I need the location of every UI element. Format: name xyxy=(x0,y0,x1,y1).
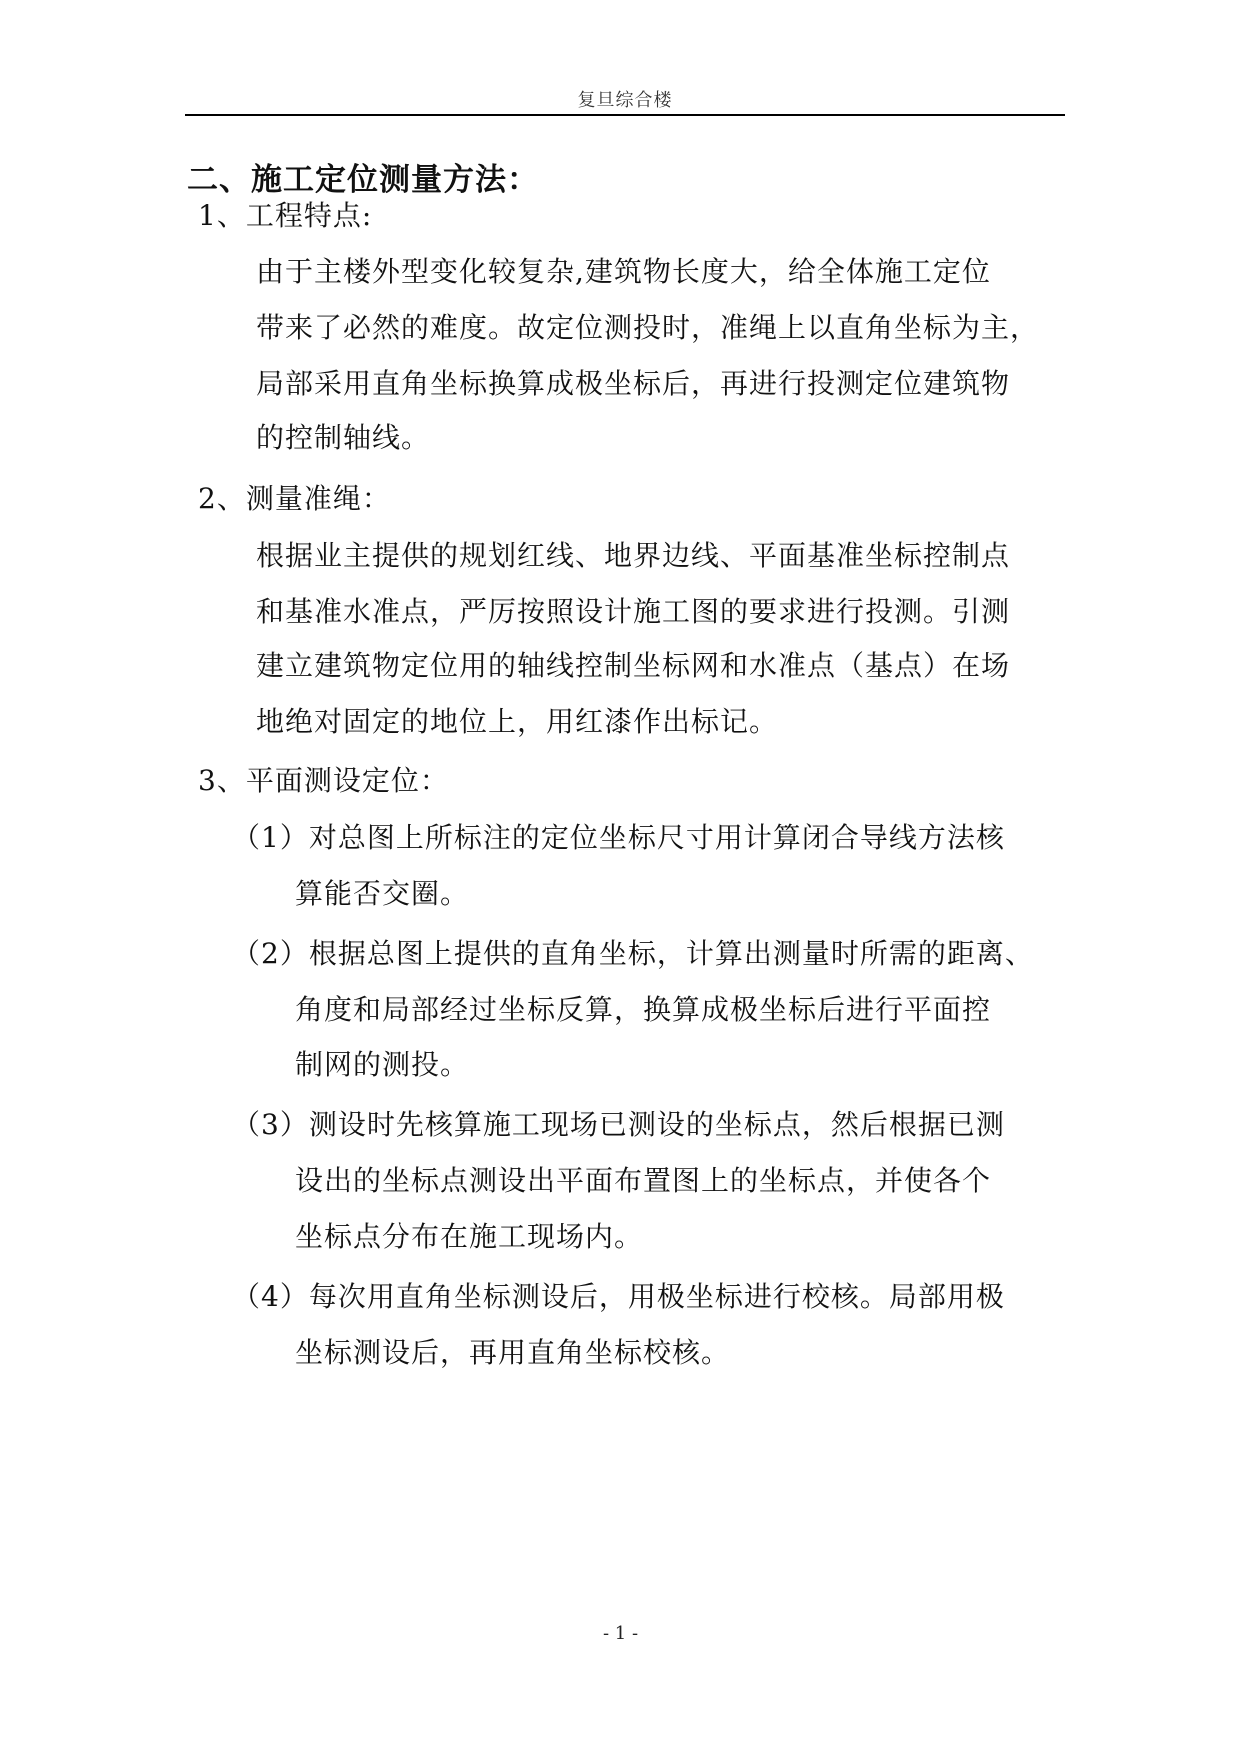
item-2-first-line: （2）根据总图上提供的直角坐标，计算出测量时所需的距离、 xyxy=(232,937,1034,970)
item-3-continuation-1: 设出的坐标点测设出平面布置图上的坐标点，并使各个 xyxy=(295,1164,992,1197)
item-4-continuation-1: 坐标测设后，再用直角坐标校核。 xyxy=(295,1336,731,1369)
item-2-continuation-1: 角度和局部经过坐标反算，换算成极坐标后进行平面控 xyxy=(295,993,992,1026)
section-2-line-3: 建立建筑物定位用的轴线控制坐标网和水准点（基点）在场 xyxy=(256,649,1011,682)
item-1-first-line: （1）对总图上所标注的定位坐标尺寸用计算闭合导线方法核 xyxy=(232,821,1005,854)
section-1-line-3: 局部采用直角坐标换算成极坐标后，再进行投测定位建筑物 xyxy=(256,367,1011,400)
section-2-title: 2、测量准绳： xyxy=(198,482,391,515)
item-2-continuation-2: 制网的测投。 xyxy=(295,1048,470,1081)
section-2-line-1: 根据业主提供的规划红线、地界边线、平面基准坐标控制点 xyxy=(256,539,1011,572)
item-3-first-line: （3）测设时先核算施工现场已测设的坐标点，然后根据已测 xyxy=(232,1108,1005,1141)
section-2-line-2: 和基准水准点，严厉按照设计施工图的要求进行投测。引测 xyxy=(256,595,1011,628)
section-1-line-4: 的控制轴线。 xyxy=(256,421,431,454)
header-divider xyxy=(185,114,1065,116)
item-4-first-line: （4）每次用直角坐标测设后，用极坐标进行校核。局部用极 xyxy=(232,1280,1005,1313)
section-1-title: 1、工程特点: xyxy=(198,199,373,232)
page-header-title: 复旦综合楼 xyxy=(577,90,673,111)
section-1-line-2: 带来了必然的难度。故定位测投时，准绳上以直角坐标为主， xyxy=(256,311,1040,344)
section-2-line-4: 地绝对固定的地位上，用红漆作出标记。 xyxy=(256,705,779,738)
section-heading: 二、施工定位测量方法： xyxy=(187,162,539,198)
section-3-title: 3、平面测设定位： xyxy=(198,764,449,797)
page-number: - 1 - xyxy=(602,1623,639,1644)
item-1-continuation-1: 算能否交圈。 xyxy=(295,877,470,910)
section-1-line-1: 由于主楼外型变化较复杂,建筑物长度大，给全体施工定位 xyxy=(256,255,991,288)
item-3-continuation-2: 坐标点分布在施工现场内。 xyxy=(295,1220,644,1253)
